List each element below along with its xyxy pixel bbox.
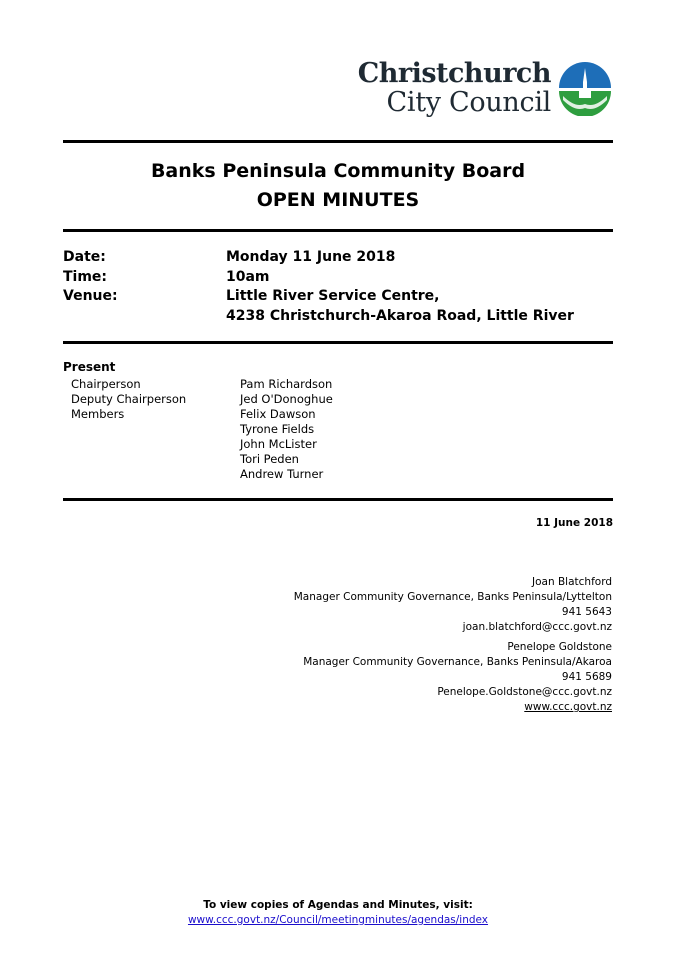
contact-title: Manager Community Governance, Banks Peninsula/Lyttelton	[293, 591, 612, 603]
attendee-item: Felix Dawson	[240, 407, 316, 421]
venue-label: Venue:	[63, 288, 118, 304]
footer-heading: To view copies of Agendas and Minutes, visit:	[203, 899, 473, 911]
date-label: Date:	[63, 249, 106, 265]
attendee-item: Pam Richardson	[240, 377, 333, 391]
logo-line-1: Christchurch	[357, 58, 551, 89]
logo-line-2: City Council	[386, 87, 551, 118]
role-item: Deputy Chairperson	[71, 392, 187, 406]
agendas-link[interactable]: www.ccc.govt.nz/Council/meetingminutes/agendas/index	[187, 914, 489, 926]
contact-name: Penelope Goldstone	[507, 641, 612, 653]
page-title: Banks Peninsula Community Board	[150, 160, 526, 182]
website-link[interactable]: www.ccc.govt.nz	[524, 701, 612, 713]
attendee-item: John McLister	[240, 437, 317, 451]
cathedral-spire-icon	[557, 60, 613, 116]
council-logo	[358, 60, 613, 116]
venue-line-1: Little River Service Centre,	[226, 288, 440, 304]
contact-phone: 941 5689	[561, 671, 612, 683]
document-date: 11 June 2018	[535, 517, 613, 529]
date-value: Monday 11 June 2018	[226, 249, 396, 265]
contact-phone: 941 5643	[561, 606, 612, 618]
attendee-item: Andrew Turner	[240, 467, 324, 481]
venue-line-2: 4238 Christchurch-Akaroa Road, Little River	[226, 308, 574, 324]
logo-wordmark	[358, 60, 551, 116]
time-label: Time:	[63, 269, 108, 285]
contact-block	[212, 640, 612, 715]
contact-title: Manager Community Governance, Banks Peninsula/Akaroa	[303, 656, 612, 668]
contact-block	[212, 575, 612, 635]
attendee-item: Tyrone Fields	[240, 422, 315, 436]
divider	[63, 498, 613, 501]
contact-email[interactable]: joan.blatchford@ccc.govt.nz	[462, 621, 612, 633]
attendee-item: Jed O'Donoghue	[240, 392, 333, 406]
role-item: Chairperson	[71, 377, 141, 391]
page-subtitle: OPEN MINUTES	[256, 189, 420, 211]
contact-email[interactable]: Penelope.Goldstone@ccc.govt.nz	[437, 686, 612, 698]
present-heading: Present	[63, 360, 116, 374]
divider	[63, 229, 613, 232]
footer	[63, 898, 613, 928]
time-value: 10am	[226, 269, 270, 285]
attendee-item: Tori Peden	[240, 452, 299, 466]
divider	[63, 140, 613, 143]
contact-name: Joan Blatchford	[532, 576, 612, 588]
divider	[63, 341, 613, 344]
role-item: Members	[71, 407, 125, 421]
